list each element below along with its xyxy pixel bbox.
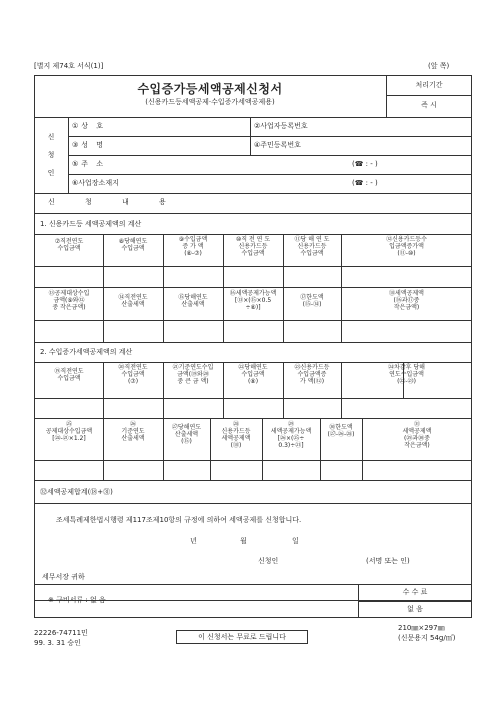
form-title: 수입증가등세액공제신청서 xyxy=(137,82,283,96)
workplace-label: ⑥사업장소재지 xyxy=(72,179,119,187)
s2-header-30: ㉚한도액 (㉗-㉖-㉘) xyxy=(327,424,355,438)
s2-header-23: ㉓신용카드등 수입금액증 가 액(⑫) xyxy=(294,364,330,385)
section2-title: 2. 수입증가세액공제액의 계산 xyxy=(40,348,133,356)
s2-header-20: ⑳직전연도 수입금액 (⑦) xyxy=(118,364,148,385)
workplace-phone: (☎ : - ) xyxy=(352,179,378,187)
section1-title: 1. 신용카드등 세액공제액의 계산 xyxy=(40,220,142,228)
biz-reg-no-label: ②사업자등록번호 xyxy=(254,122,308,130)
s1-header-8: ⑧당해연도 수입금액 xyxy=(118,238,148,252)
page-side-label: (앞 쪽) xyxy=(428,62,450,70)
applicant-sign-label: 신청인 xyxy=(258,557,279,565)
attachment-label: ※ 구비서류 : 없 음 xyxy=(48,596,106,604)
s1-header-14: ⑭직전연도 산출세액 xyxy=(118,294,148,308)
s2-header-24: ㉔차감후 당해 연도수입금액 (㉒-㉓) xyxy=(388,364,425,385)
processing-period-label: 처리기간 xyxy=(415,81,443,89)
s1-header-12: ⑫신용카드등수 입금액증가액 (⑪-⑩) xyxy=(386,236,427,257)
s1-header-16: ⑯세액공제가능액 [⑬×(⑮×0.5 ÷⑧)] xyxy=(229,290,277,311)
resident-no-label: ④주민등록번호 xyxy=(254,141,301,149)
fee-label: 수 수 료 xyxy=(402,588,428,596)
s1-header-15: ⑮당해연도 산출세액 xyxy=(178,294,208,308)
form-code: 22226-74711민 xyxy=(34,629,88,637)
s1-header-10: ⑩직 전 연 도 신용카드등 수입금액 xyxy=(235,236,271,257)
s2-header-21: ㉑기준연도수입 금액(⑲와⑳ 중 큰 금 액) xyxy=(172,364,214,385)
content-header: 신 청 내 용 xyxy=(48,198,180,206)
date-month-label: 월 xyxy=(240,537,247,545)
date-year-label: 년 xyxy=(190,537,197,545)
form-subtitle: (신용카드등세액공제·수입증가세액공제용) xyxy=(145,98,275,106)
fee-value: 없 음 xyxy=(407,605,423,613)
addressee: 세무서장 귀하 xyxy=(42,573,85,581)
s1-header-7: ⑦직전연도 수입금액 xyxy=(54,238,84,252)
paper-size: 210㎜×297㎜ xyxy=(398,624,445,632)
signature-note: (서명 또는 인) xyxy=(366,557,410,565)
trade-name-label: ①상 호 xyxy=(72,122,107,130)
address-phone: (☎ : - ) xyxy=(352,160,378,168)
s2-header-27: ㉗당해연도 산출세액 (⑮) xyxy=(171,424,202,445)
free-notice: 이 신청서는 무료로 드립니다 xyxy=(176,630,308,644)
s2-header-25: ㉕ 공제대상수입금액 [㉔-㉑×1.2] xyxy=(45,421,93,442)
processing-period-value: 즉 시 xyxy=(421,101,437,109)
s1-header-11: ⑪당 해 연 도 신용카드등 수입금액 xyxy=(294,236,330,257)
applicant-section-label: 신 청 인 xyxy=(47,133,55,177)
s2-header-22: ㉒당해연도 수입금액 (⑧) xyxy=(238,364,268,385)
s2-header-19: ⑲직전연도 수입금액 xyxy=(54,368,84,382)
address-label: ⑤주 소 xyxy=(72,160,107,168)
s2-header-31: ㉛ 세액공제액 (㉙과㉚중 작은금액) xyxy=(402,421,432,449)
declaration-text: 조세특례제한법시행령 제117조제10항의 규정에 의하여 세액공제를 신청합니다. xyxy=(56,516,302,524)
s1-header-18: ⑱세액공제액 (⑯과⑰중 작은금액) xyxy=(389,290,424,311)
s1-header-9: ⑨수입금액 증 가 액 (⑧-⑦) xyxy=(178,236,208,257)
form-number: [별지 제74호 서식(1)] xyxy=(34,62,104,70)
s1-header-17: ⑰한도액 (⑮-⑭) xyxy=(300,294,324,308)
s2-header-26: ㉖ 기준연도 산출세액 xyxy=(121,421,145,442)
s2-header-29: ㉙ 세액공제가능액 [㉖×(㉕÷ 0.3)÷㉑] xyxy=(270,421,312,449)
paper-type: (신문용지 54g/㎡) xyxy=(398,634,456,642)
tax-credit-total-label: ㉜세액공제합계(⑱+㉛) xyxy=(40,488,113,496)
date-day-label: 일 xyxy=(292,537,299,545)
s2-header-28: ㉘ 신용카드등 세액공제액 (⑱) xyxy=(221,421,251,449)
name-label: ③성 명 xyxy=(72,141,107,149)
approval-date: 99. 3. 31 승인 xyxy=(34,639,81,647)
s1-header-13: ⑬공제대상수입 금액(⑨와⑫ 중 작은금액) xyxy=(48,290,90,311)
